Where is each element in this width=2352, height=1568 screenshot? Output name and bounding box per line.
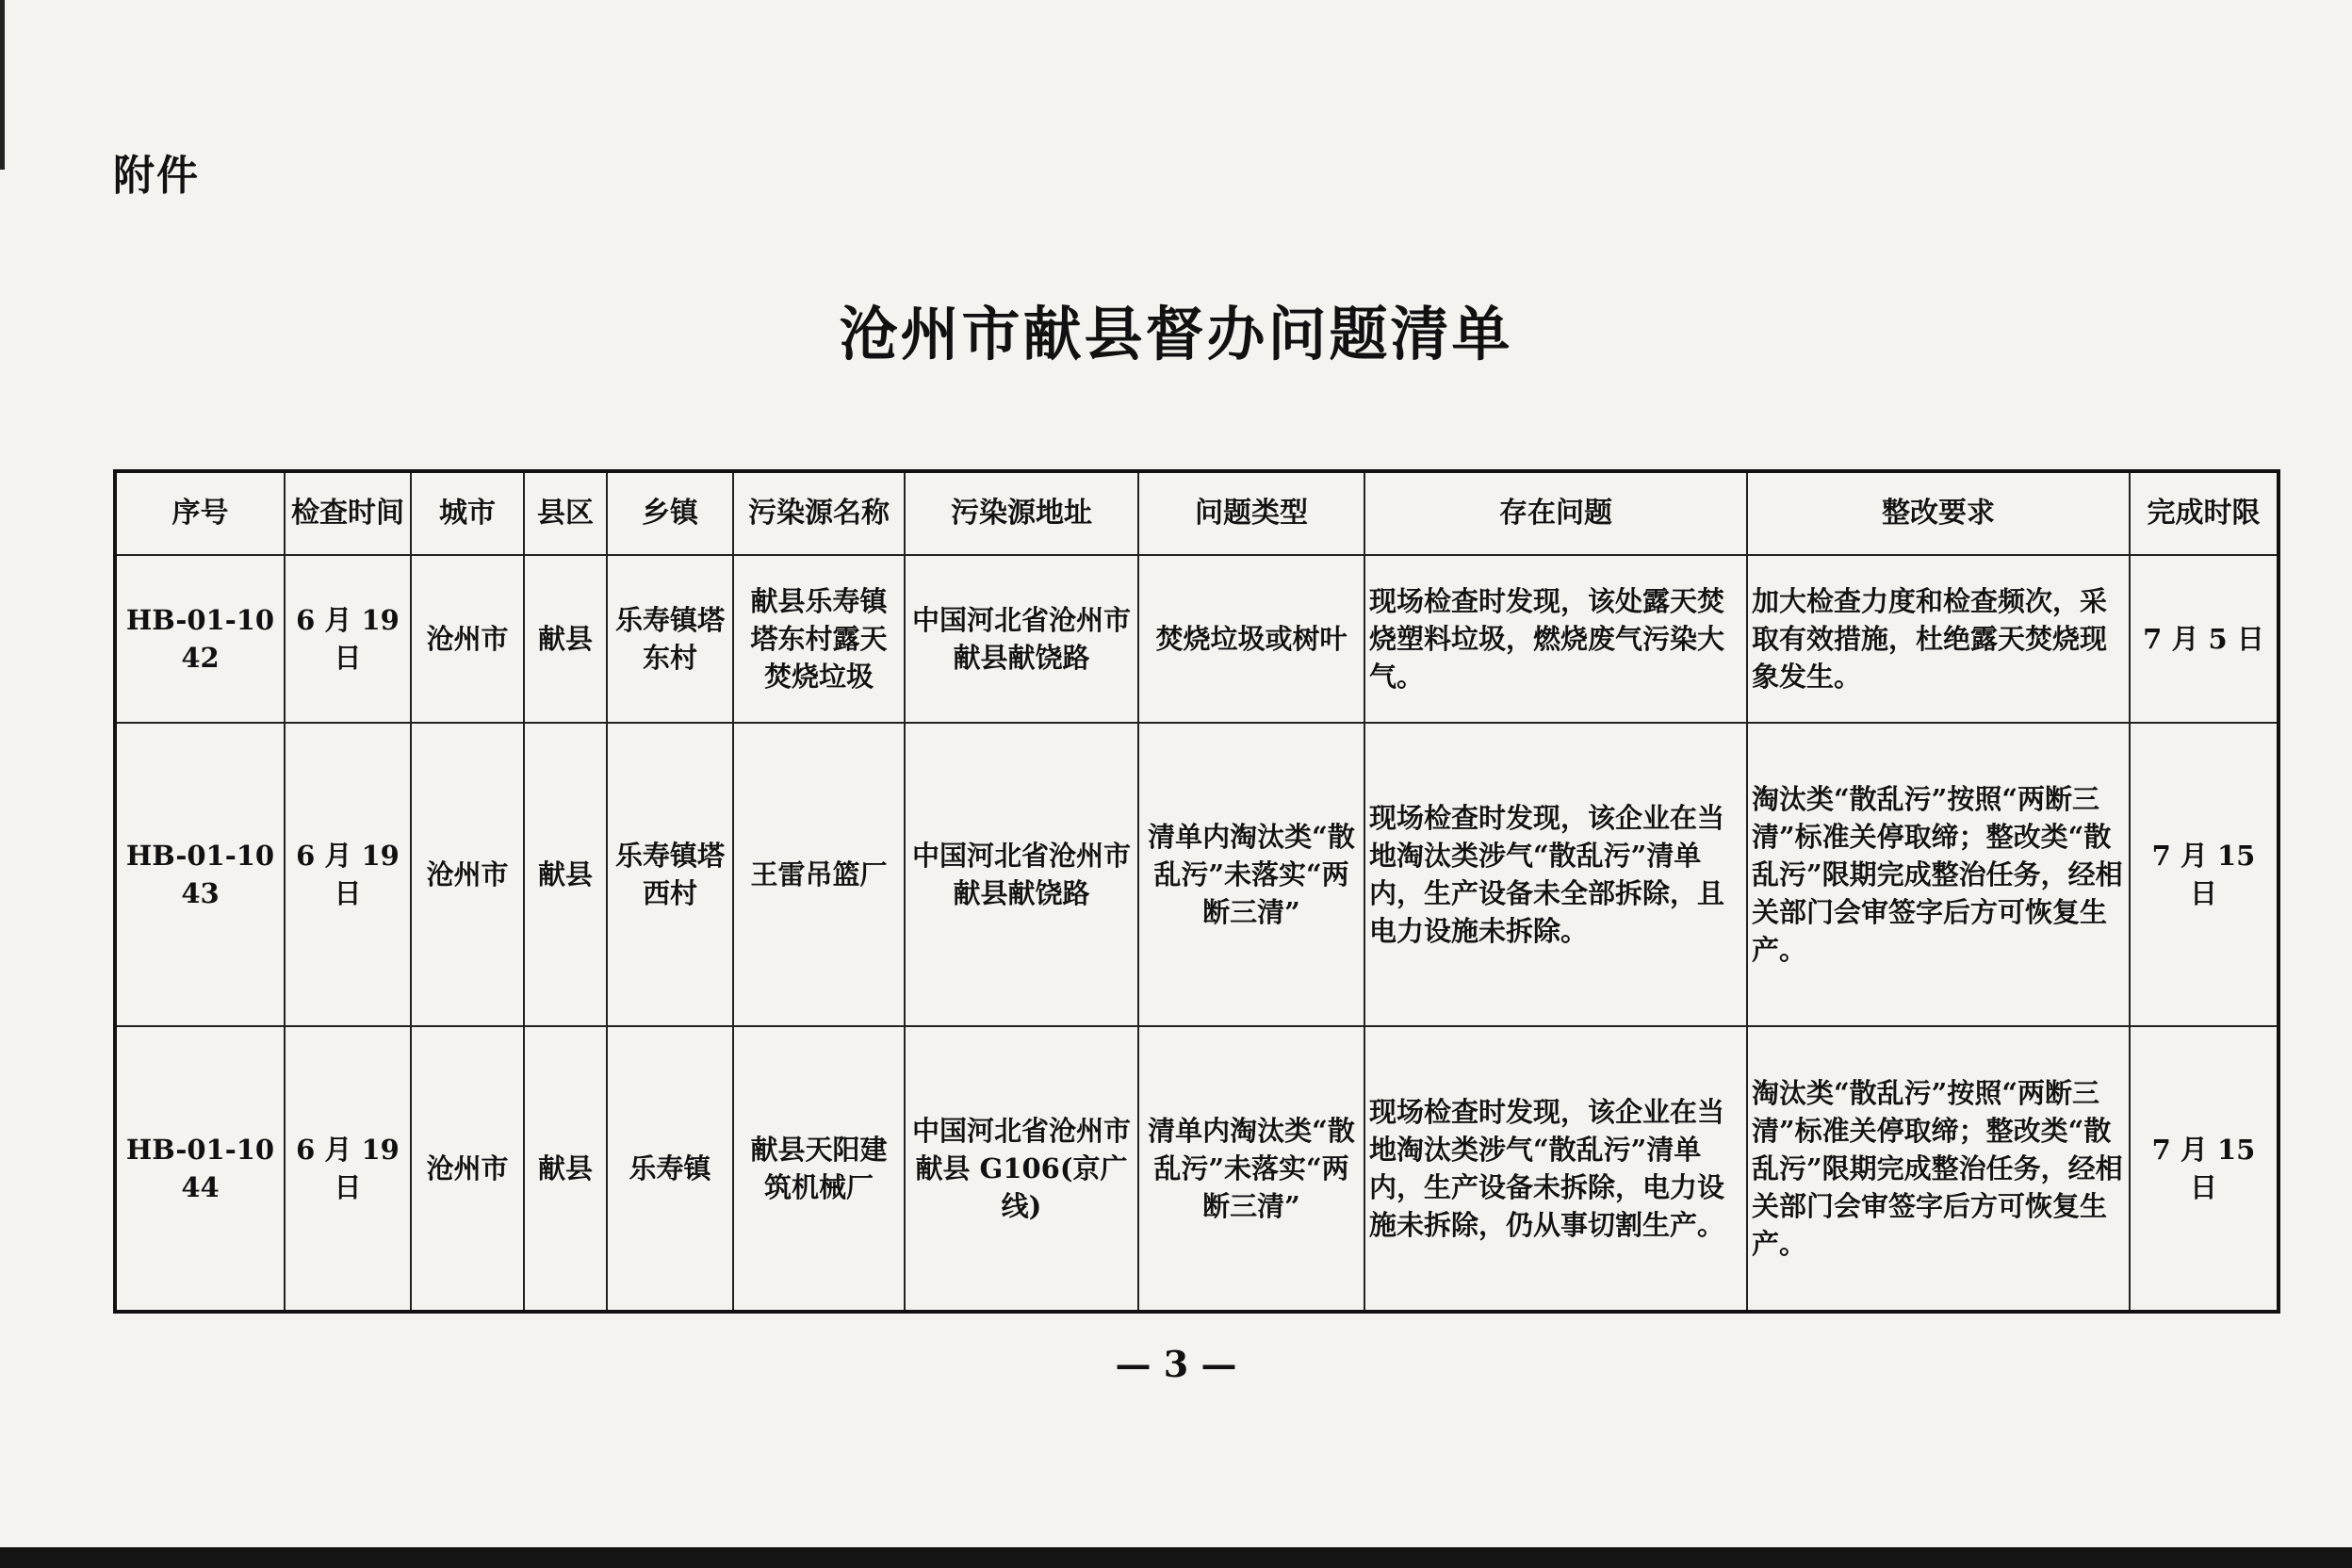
cell-requirement: 淘汰类“散乱污”按照“两断三清”标准关停取缔；整改类“散乱污”限期完成整治任务，经相关部门会审签字后方可恢复生产。	[1747, 723, 2130, 1026]
cell-date: 6 月 19 日	[285, 555, 411, 723]
table-row	[115, 723, 2278, 1026]
cell-problem-type: 焚烧垃圾或树叶	[1138, 555, 1364, 723]
header-cell-county: 县区	[524, 471, 607, 555]
page-number: — 3 —	[1115, 1343, 1237, 1385]
cell-county: 献县	[524, 555, 607, 723]
issue-table	[113, 469, 2280, 1314]
cell-deadline: 7 月 15 日	[2130, 1026, 2278, 1312]
cell-deadline: 7 月 5 日	[2130, 555, 2278, 723]
cell-county: 献县	[524, 723, 607, 1026]
cell-source-name: 献县乐寿镇塔东村露天焚烧垃圾	[733, 555, 905, 723]
header-cell-requirement: 整改要求	[1747, 471, 2130, 555]
cell-id: HB-01-1042	[115, 555, 285, 723]
table-header-row	[115, 471, 2278, 555]
header-cell-problem-type: 问题类型	[1138, 471, 1364, 555]
header-cell-town: 乡镇	[607, 471, 733, 555]
header-cell-date: 检查时间	[285, 471, 411, 555]
cell-problem: 现场检查时发现，该处露天焚烧塑料垃圾，燃烧废气污染大气。	[1364, 555, 1747, 723]
header-cell-deadline: 完成时限	[2130, 471, 2278, 555]
header-cell-city: 城市	[411, 471, 524, 555]
cell-town: 乐寿镇塔西村	[607, 723, 733, 1026]
cell-problem-type: 清单内淘汰类“散乱污”未落实“两断三清”	[1138, 1026, 1364, 1312]
scan-edge-bottom	[0, 1547, 2352, 1568]
cell-city: 沧州市	[411, 555, 524, 723]
cell-source-name: 王雷吊篮厂	[733, 723, 905, 1026]
table-row	[115, 555, 2278, 723]
cell-date: 6 月 19 日	[285, 723, 411, 1026]
cell-requirement: 淘汰类“散乱污”按照“两断三清”标准关停取缔；整改类“散乱污”限期完成整治任务，经相关部门会审签字后方可恢复生产。	[1747, 1026, 2130, 1312]
header-cell-source-name: 污染源名称	[733, 471, 905, 555]
cell-address: 中国河北省沧州市献县献饶路	[905, 555, 1138, 723]
header-cell-id: 序号	[115, 471, 285, 555]
cell-problem: 现场检查时发现，该企业在当地淘汰类涉气“散乱污”清单内，生产设备未拆除，电力设施未拆除，仍从事切割生产。	[1364, 1026, 1747, 1312]
table-row	[115, 1026, 2278, 1312]
header-cell-problem: 存在问题	[1364, 471, 1747, 555]
attachment-label: 附件	[113, 152, 200, 200]
cell-county: 献县	[524, 1026, 607, 1312]
header-cell-address: 污染源地址	[905, 471, 1138, 555]
cell-source-name: 献县天阳建筑机械厂	[733, 1026, 905, 1312]
cell-problem-type: 清单内淘汰类“散乱污”未落实“两断三清”	[1138, 723, 1364, 1026]
cell-requirement: 加大检查力度和检查频次，采取有效措施，杜绝露天焚烧现象发生。	[1747, 555, 2130, 723]
cell-city: 沧州市	[411, 1026, 524, 1312]
cell-address: 中国河北省沧州市献县 G106(京广线)	[905, 1026, 1138, 1312]
cell-deadline: 7 月 15 日	[2130, 723, 2278, 1026]
cell-id: HB-01-1043	[115, 723, 285, 1026]
cell-address: 中国河北省沧州市献县献饶路	[905, 723, 1138, 1026]
cell-id: HB-01-1044	[115, 1026, 285, 1312]
cell-town: 乐寿镇塔东村	[607, 555, 733, 723]
cell-problem: 现场检查时发现，该企业在当地淘汰类涉气“散乱污”清单内，生产设备未全部拆除，且电力设施未拆除。	[1364, 723, 1747, 1026]
cell-town: 乐寿镇	[607, 1026, 733, 1312]
document-title: 沧州市献县督办问题清单	[839, 300, 1513, 368]
scan-edge-left	[0, 0, 5, 170]
cell-date: 6 月 19 日	[285, 1026, 411, 1312]
cell-city: 沧州市	[411, 723, 524, 1026]
